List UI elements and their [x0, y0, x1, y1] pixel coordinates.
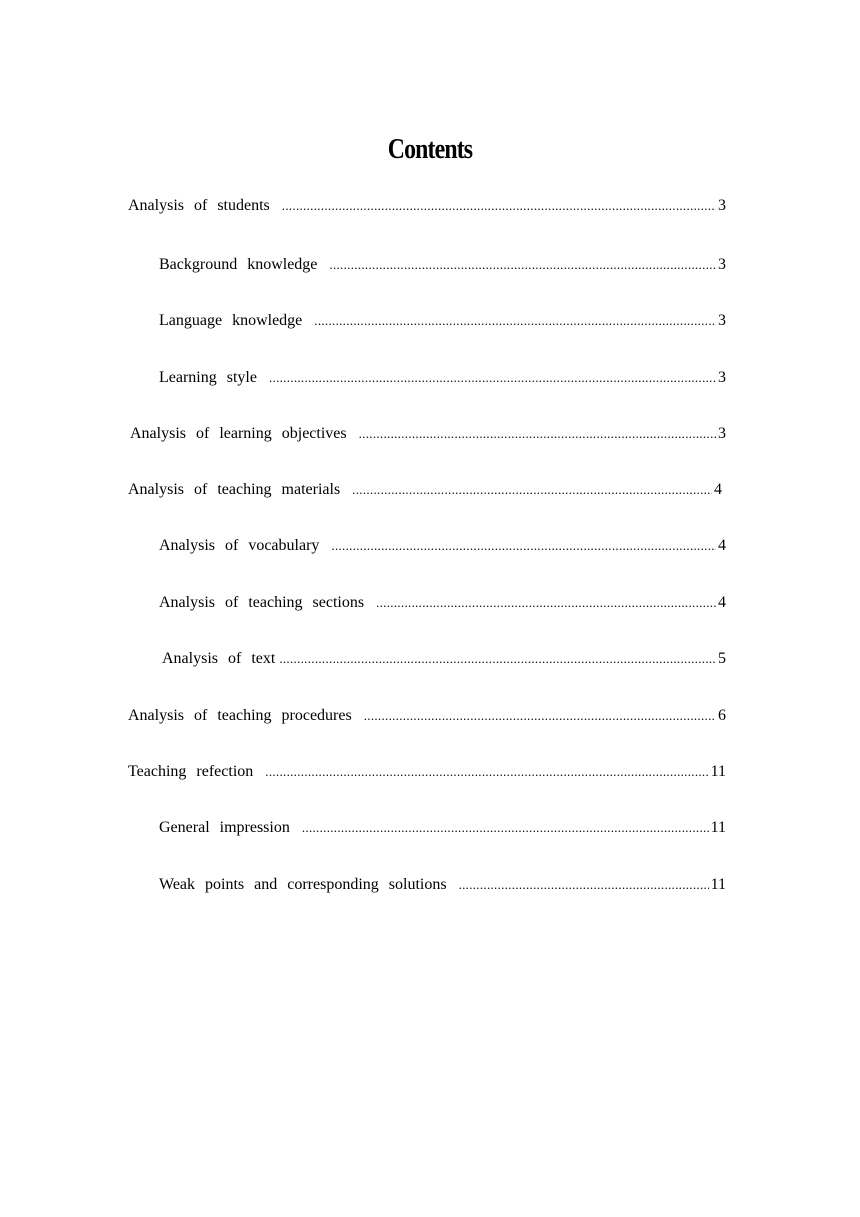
toc-entry-label: Analysis of teaching materials — [128, 481, 341, 498]
dot-leader — [302, 818, 709, 838]
toc-entry-label: Background knowledge — [159, 256, 318, 273]
dot-leader — [279, 649, 716, 669]
toc-entry[interactable] — [128, 480, 722, 500]
toc-subentry[interactable] — [159, 311, 726, 331]
toc-entry-label: Learning style — [159, 369, 257, 386]
dot-leader — [459, 875, 709, 895]
dot-leader — [282, 196, 716, 216]
toc-subentry[interactable] — [159, 593, 726, 613]
toc-entry-label: Analysis of vocabulary — [159, 537, 320, 554]
toc-entry[interactable] — [130, 424, 726, 444]
toc-subentry[interactable] — [159, 875, 726, 895]
toc-page-number: 4 — [718, 594, 726, 611]
dot-leader — [331, 536, 716, 556]
toc-page-number: 3 — [718, 312, 726, 329]
toc-entry[interactable] — [128, 706, 726, 726]
toc-page-number: 3 — [718, 369, 726, 386]
dot-leader — [376, 593, 716, 613]
dot-leader — [269, 368, 716, 388]
toc-subentry[interactable] — [159, 255, 726, 275]
toc-page-number: 5 — [718, 650, 726, 667]
toc-entry[interactable] — [128, 196, 726, 216]
toc-page-number: 3 — [718, 256, 726, 273]
dot-leader — [359, 424, 716, 444]
toc-entry-label: Teaching refection — [128, 763, 254, 780]
toc-page-number: 4 — [718, 537, 726, 554]
toc-subentry[interactable] — [159, 818, 726, 838]
dot-leader — [329, 255, 716, 275]
dot-leader — [265, 762, 708, 782]
toc-page-number: 3 — [718, 197, 726, 214]
toc-entry-label: Analysis of students — [128, 197, 270, 214]
toc-page-number: 11 — [710, 876, 726, 893]
toc-entry-label: Language knowledge — [159, 312, 303, 329]
dot-leader — [314, 311, 716, 331]
toc-entry-label: Analysis of text — [162, 650, 276, 667]
toc-page-number: 11 — [710, 819, 726, 836]
toc-entry-label: Weak points and corresponding solutions — [159, 876, 447, 893]
toc-subentry[interactable] — [159, 536, 726, 556]
page-title: Contents — [387, 134, 473, 165]
toc-entry-label: Analysis of teaching procedures — [128, 707, 352, 724]
dot-leader — [364, 706, 716, 726]
toc-entry-label: Analysis of learning objectives — [130, 425, 347, 442]
toc-entry-label: General impression — [159, 819, 290, 836]
toc-subentry[interactable] — [162, 649, 726, 669]
toc-page-number: 3 — [718, 425, 726, 442]
toc-page-number: 6 — [718, 707, 726, 724]
toc-page-number: 11 — [710, 763, 726, 780]
toc-subentry[interactable] — [159, 368, 726, 388]
dot-leader — [352, 480, 712, 500]
toc-page-number: 4 — [714, 481, 722, 498]
toc-entry[interactable] — [128, 762, 726, 782]
toc-entry-label: Analysis of teaching sections — [159, 594, 365, 611]
